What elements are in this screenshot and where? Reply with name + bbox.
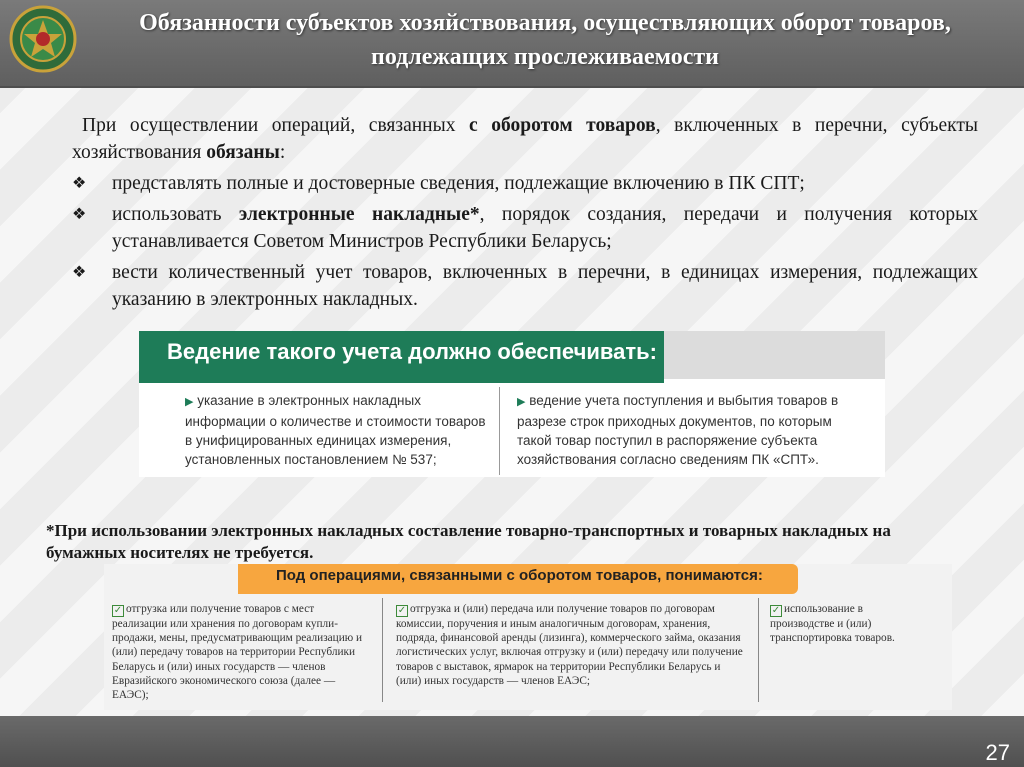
panel-title: Ведение такого учета должно обеспечивать:	[167, 339, 657, 364]
bullet-item	[72, 170, 978, 197]
intro-bold-obliged: обязаны	[206, 142, 280, 163]
emblem-icon	[8, 4, 78, 74]
panel-column-1	[185, 391, 495, 469]
operations-panel	[104, 564, 952, 710]
footnote: *При использовании электронных накладных составление товарно-транспортных и товарных накладных на бумажных носителях не требуется.	[46, 521, 891, 562]
bullet-item	[72, 259, 978, 313]
diamond-bullet-icon: ❖	[72, 206, 87, 223]
diamond-bullet-icon: ❖	[72, 264, 87, 281]
intro-text: , включенных в перечни, субъекты хозяйствования	[72, 115, 978, 163]
page-title: Обязанности субъектов хозяйствования, осуществляющих оборот товаров, подлежащих прослеживаемости	[139, 10, 951, 70]
arrow-right-icon: ▶	[517, 396, 526, 408]
footer-bar	[0, 716, 1024, 767]
intro-text: :	[279, 142, 286, 163]
header-bar	[0, 0, 1024, 88]
checkbox-icon: ✓	[771, 605, 781, 616]
panel-column-text: указание в электронных накладных информации о количестве и стоимости товаров в унифицированных единицах измерения, установленных постановлением № 537;	[185, 393, 486, 467]
main-content	[72, 112, 978, 313]
bullet-text: использовать	[112, 204, 239, 225]
arrow-right-icon: ▶	[185, 396, 194, 408]
panel-title: Под операциями, связанными с оборотом товаров, понимаются:	[276, 567, 763, 584]
operations-column-2	[396, 602, 746, 688]
operations-text: отгрузка или получение товаров с мест реализации или хранения по договорам купли-продажи, мены, предусматривающим реализацию и (или) передачу товаров на территории Республики Беларусь и (или) иных государств — членов Евразийского экономического союза (далее — ЕАЭС);	[112, 603, 363, 702]
panel-column-2	[517, 391, 857, 469]
column-divider	[382, 598, 383, 702]
panel-header	[139, 331, 664, 383]
checkbox-icon: ✓	[113, 605, 123, 616]
column-divider	[758, 598, 759, 702]
operations-column-3	[770, 602, 920, 645]
column-divider	[499, 387, 500, 475]
bullet-item	[72, 201, 978, 255]
panel-header	[238, 564, 798, 594]
bullet-text: , порядок создания, передачи и получения которых устанавливается Советом Министров Республики Беларусь;	[112, 204, 979, 252]
bullet-text: вести количественный учет товаров, включенных в перечни, в единицах измерения, подлежащих указанию в электронных накладных.	[112, 262, 978, 310]
operations-text: отгрузка и (или) передача или получение товаров по договорам комиссии, поручения и иным аналогичным договорам, хранения, подряда, финансовой аренды (лизинга), коммерческого займа, оказания логистических услуг, включая отгрузку и (или) передачу или получение товаров с выставок, ярмарок на территории Республики Беларусь и (или) иных государств — членов ЕАЭС;	[396, 603, 743, 687]
bullet-bold-text: электронные накладные*	[238, 204, 480, 225]
intro-text: При осуществлении операций, связанных	[82, 115, 470, 136]
operations-text: использование в производстве и (или) транспортировка товаров.	[770, 603, 895, 645]
panel-column-text: ведение учета поступления и выбытия товаров в разрезе строк приходных документов, по которым такой товар поступил в распоряжение субъекта хозяйствования согласно сведениям ПК «СПТ».	[517, 393, 839, 467]
checkbox-icon: ✓	[397, 605, 407, 616]
page-number: 27	[985, 740, 1010, 765]
bullet-text: представлять полные и достоверные сведения, подлежащие включению в ПК СПТ;	[112, 173, 805, 194]
operations-column-1	[112, 602, 370, 702]
panel-header-accent	[659, 331, 885, 379]
intro-paragraph	[72, 112, 978, 166]
diamond-bullet-icon: ❖	[72, 175, 87, 192]
intro-bold-turnover: с оборотом товаров	[469, 115, 656, 136]
accounting-panel	[139, 331, 885, 477]
